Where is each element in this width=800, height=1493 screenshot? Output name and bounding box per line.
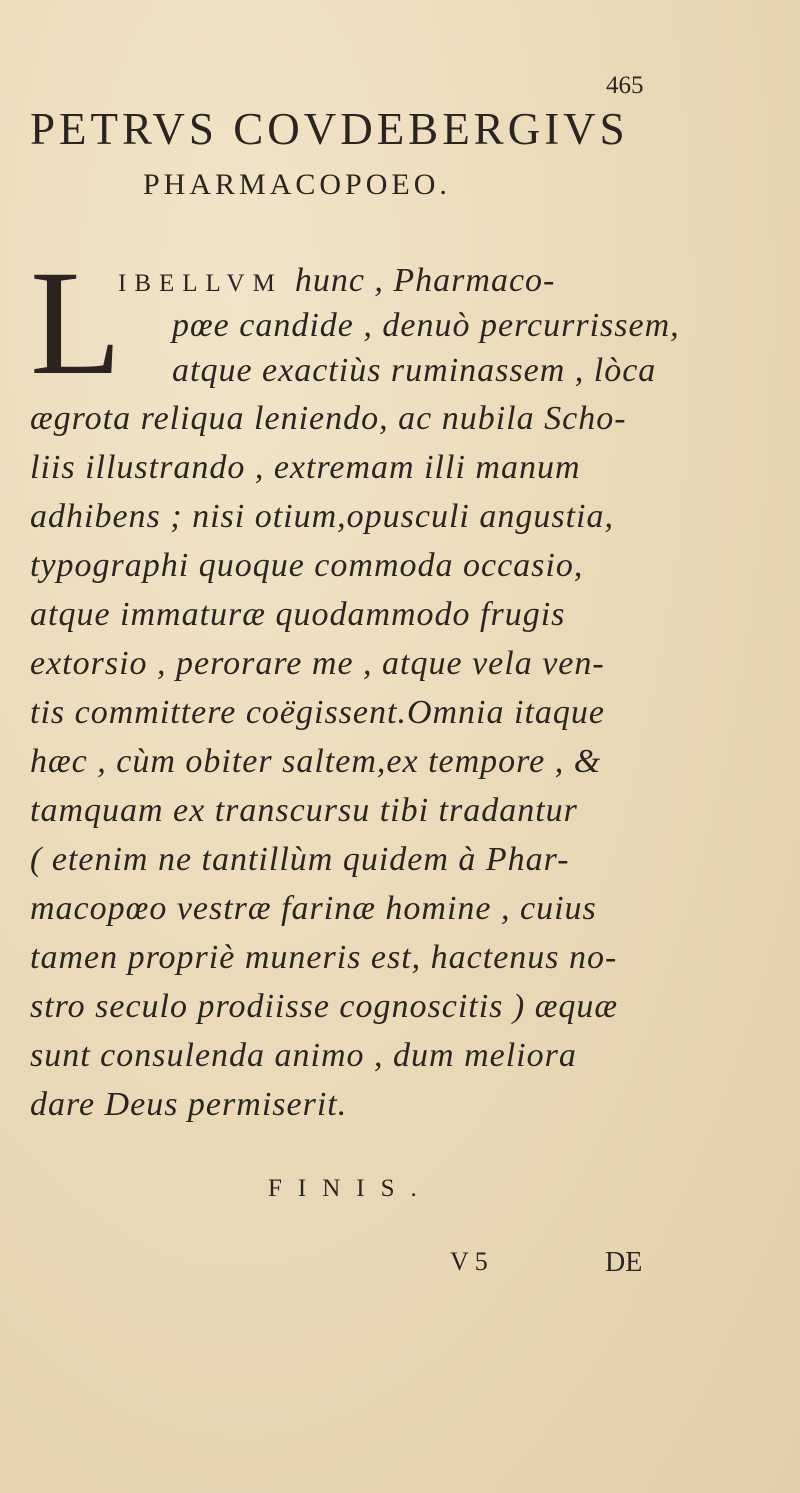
text-line: dare Deus permiserit. xyxy=(30,1086,348,1123)
text-line: stro seculo prodiisse cognoscitis ) æquæ xyxy=(30,988,619,1025)
drop-cap-initial: L xyxy=(30,240,122,406)
text-line: atque immaturæ quodammodo frugis xyxy=(30,596,566,633)
signature-mark: V 5 xyxy=(450,1247,488,1276)
text-line: tamquam ex transcursu tibi tradantur xyxy=(30,792,578,829)
text-line: tis committere coëgissent.Omnia itaque xyxy=(30,694,605,731)
page-number: 465 xyxy=(606,72,644,99)
text-line: atque exactiùs ruminassem , lòca xyxy=(172,352,657,389)
author-title: PETRVS COVDEBERGIVS xyxy=(30,104,629,154)
first-word: IBELLVM xyxy=(118,270,283,297)
text-line: extorsio , perorare me , atque vela ven- xyxy=(30,645,605,682)
catchword: DE xyxy=(605,1247,643,1278)
text-line: tamen propriè muneris est, hactenus no- xyxy=(30,939,618,976)
text-line: sunt consulenda animo , dum meliora xyxy=(30,1037,577,1074)
text-line: macopœo vestræ farinæ homine , cuius xyxy=(30,890,597,927)
text-line: liis illustrando , extremam illi manum xyxy=(30,449,581,486)
finis: FINIS. xyxy=(268,1175,433,1202)
text-line: adhibens ; nisi otium,opusculi angustia, xyxy=(30,498,614,535)
text-line: ægrota reliqua leniendo, ac nubila Scho- xyxy=(30,400,627,437)
text-line: pœe candide , denuò percurrissem, xyxy=(172,307,680,344)
text-line: typographi quoque commoda occasio, xyxy=(30,547,584,584)
text-line: IBELLVM hunc , Pharmaco- xyxy=(118,262,556,299)
text-line: hæc , cùm obiter saltem,ex tempore , & xyxy=(30,743,602,780)
text-line: ( etenim ne tantillùm quidem à Phar- xyxy=(30,841,570,878)
author-subtitle: PHARMACOPOEO. xyxy=(143,168,451,201)
